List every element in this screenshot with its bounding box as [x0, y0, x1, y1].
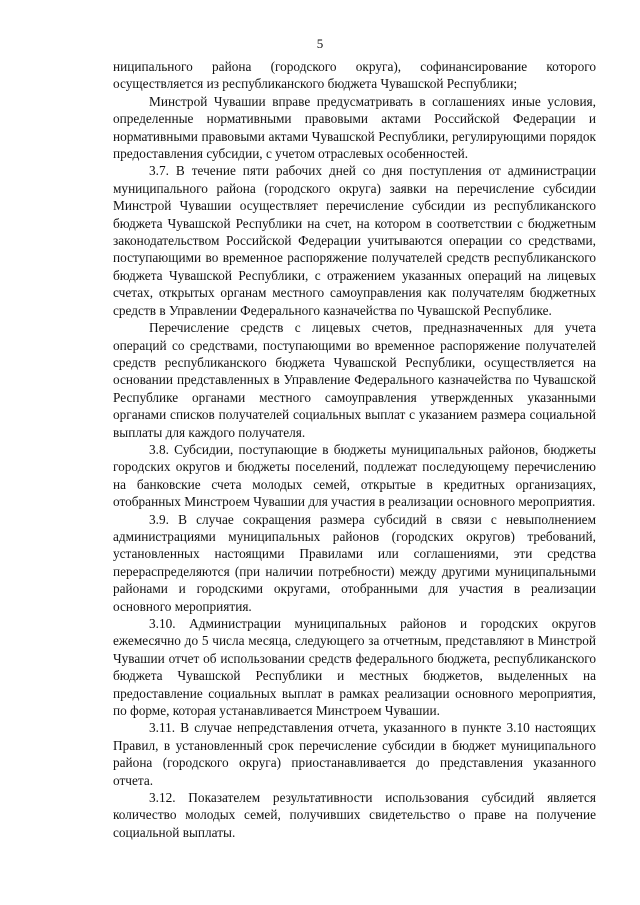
paragraph-3-10: 3.10. Администрации муниципальных районов и городских округов ежемесячно до 5 числа месяца, следующего за отчетным, представляют в Минстрой Чувашии отчет об использовании средств федерального бюджета, республиканского бюджета Чувашской Республики и местных бюджетов, выделенных на предоставление социальных выплат в рамках реализации основного мероприятия, по форме, которая устанавливается Минстроем Чувашии. [113, 616, 596, 719]
paragraph-3-12: 3.12. Показателем результативности использования субсидий является количество молодых семей, получивших свидетельство о праве на получение социальной выплаты. [113, 790, 596, 840]
paragraph-3-8: 3.8. Субсидии, поступающие в бюджеты муниципальных районов, бюджеты городских округов и бюджеты поселений, подлежат последующему перечислению на банковские счета молодых семей, открытые в кредитных организациях, отобранных Минстроем Чувашии для участия в реализации основного мероприятия. [113, 441, 596, 510]
page-number: 5 [316, 36, 324, 51]
paragraph-3-7: 3.7. В течение пяти рабочих дней со дня поступления от администрации муниципального района (городского округа) заявки на перечисление субсидии Минстрой Чувашии осуществляет перечисление субсидии из республиканского бюджета Чувашской Республики на счет, на котором в соответствии с бюджетным законодательством Российской Федерации учитываются операции со средствами, поступающими во временное распоряжение получателей средств республиканского бюджета Чувашской Республики, с отражением указанных операций на лицевых счетах, открытых органам местного самоуправления как получателям бюджетных средств в Управлении Федерального казначейства по Чувашской Республике. [113, 163, 596, 318]
paragraph-transfer-funds: Перечисление средств с лицевых счетов, предназначенных для учета операций со средствами, поступающими во временное распоряжение получателей средств республиканского бюджета Чувашской Республики, осуществляется на основании представленных в Управление Федерального казначейства по Чувашской Республике органами местного самоуправления утвержденных указанными органами списков получателей социальных выплат с указанием размера социальной выплаты для каждого получателя. [113, 320, 596, 440]
document-body [113, 58, 596, 841]
paragraph-3-9: 3.9. В случае сокращения размера субсидий в связи с невыполнением администрациями муниципальных районов (городских округов) требований, установленных настоящими Правилами или соглашениями, эти средства перераспределяются (при наличии потребности) между другими муниципальными районами и городскими округами, отобранными для участия в реализации основного мероприятия. [113, 511, 596, 614]
paragraph-3-11: 3.11. В случае непредставления отчета, указанного в пункте 3.10 настоящих Правил, в установленный срок перечисление субсидии в бюджет муниципального района (городского округа) приостанавливается до представления указанного отчета. [113, 720, 596, 788]
paragraph-continuation: ниципального района (городского округа), софинансирование которого осуществляется из республиканского бюджета Чувашской Республики; [113, 59, 596, 92]
paragraph-minstroy-conditions: Минстрой Чувашии вправе предусматривать в соглашениях иные условия, определенные нормативными правовыми актами Российской Федерации и нормативными правовыми актами Чувашской Республики, регулирующими порядок предоставления субсидии, с учетом отраслевых особенностей. [113, 93, 596, 162]
